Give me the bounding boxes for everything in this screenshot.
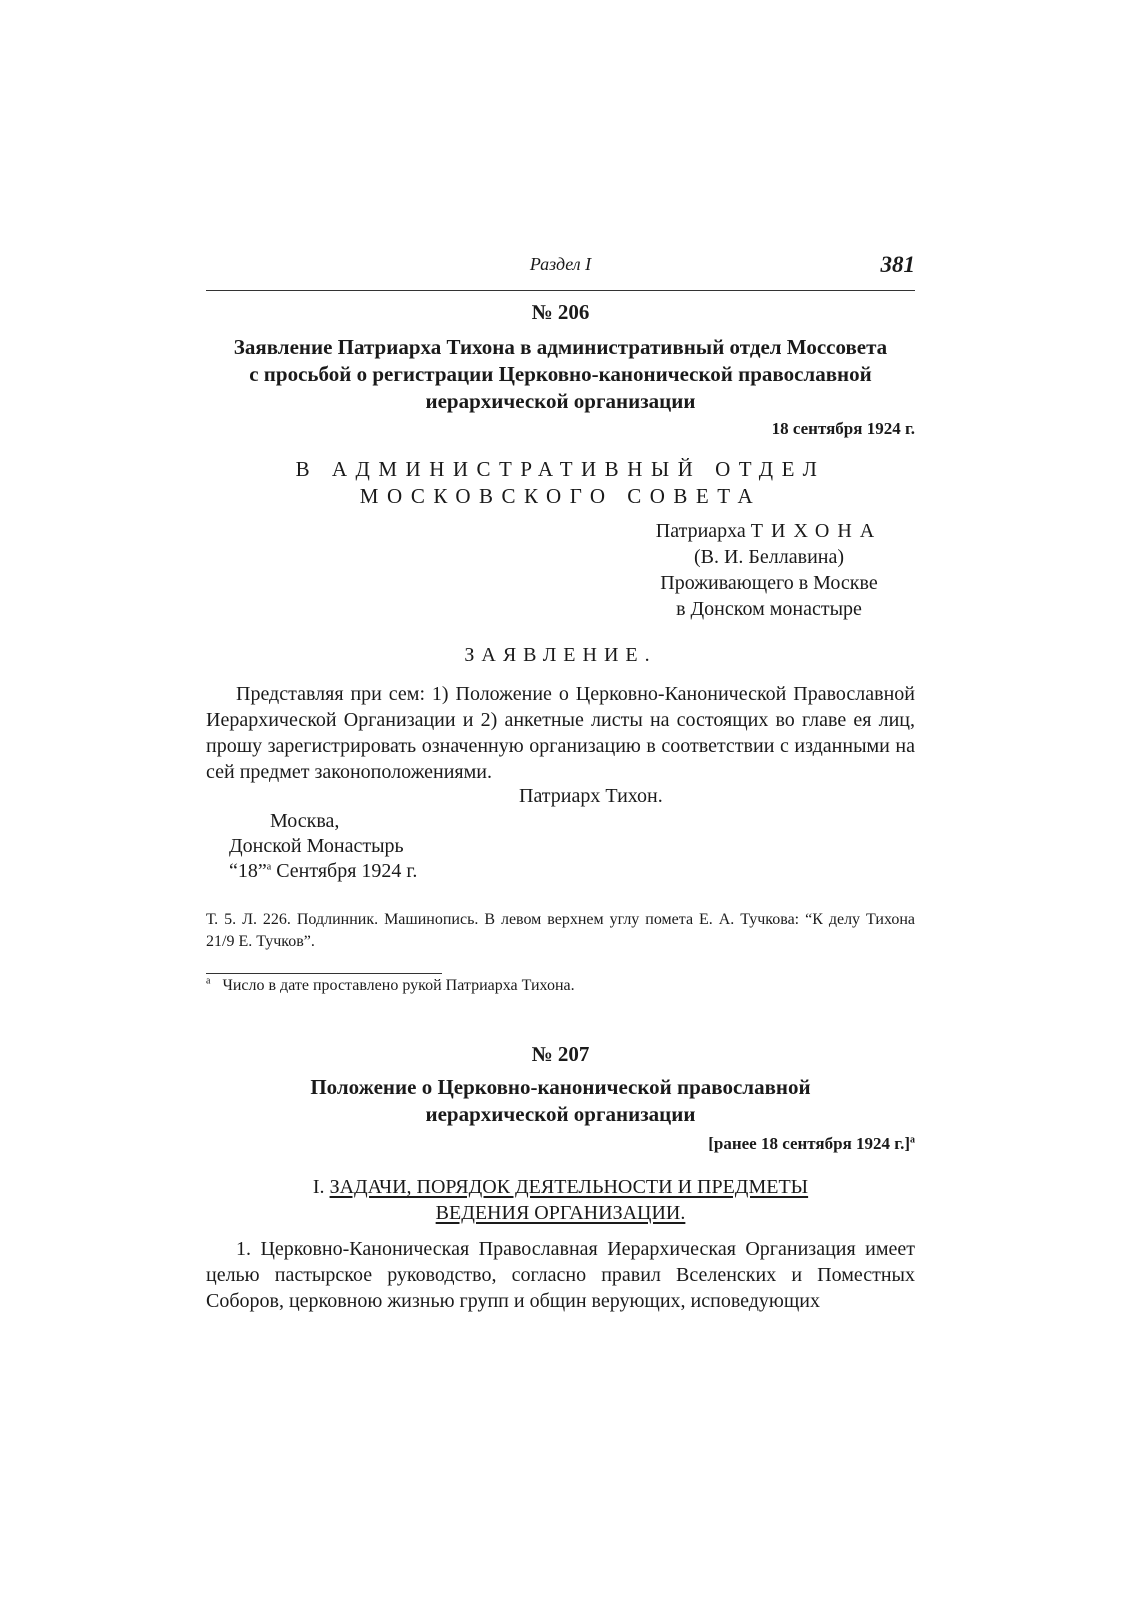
sender-title-prefix: Патриарха <box>655 520 746 542</box>
section-heading-line-2 <box>206 1200 915 1226</box>
place-city: Москва, <box>270 810 340 832</box>
sender-residence: Проживающего в Москве <box>660 572 878 594</box>
doc207-title-line: иерархической организации <box>425 1102 696 1126</box>
statement-body: Представляя при сем: 1) Положение о Церковно-Канонической Православной Иерархической Организации и 2) анкетные листы на состоящих во главе ея лиц, прошу зарегистрировать означенную организацию в соответствии с изданными на сей предмет законоположениями. <box>206 683 915 783</box>
page-number: 381 <box>880 252 915 277</box>
footnote-divider <box>206 973 442 974</box>
paragraph-1: 1. Церковно-Каноническая Православная Иерархическая Организация имеет целью пастырское руководство, согласно правил Вселенских и Поместных Соборов, церковною жизнью групп и общин верующих, исповедующих <box>206 1238 915 1312</box>
addressee-line: МОСКОВСКОГО СОВЕТА <box>359 484 762 508</box>
section-heading-line-1 <box>206 1174 915 1200</box>
document-page <box>206 0 915 1622</box>
addressee-line: В АДМИНИСТРАТИВНЫЙ ОТДЕЛ <box>295 457 826 481</box>
sender-residence-detail: в Донском монастыре <box>676 598 862 620</box>
footnote-mark: a <box>206 975 211 987</box>
doc207-date-text: [ранее 18 сентября 1924 г.] <box>708 1134 910 1153</box>
doc206-date: 18 сентября 1924 г. <box>771 419 915 438</box>
footnote-text: Число в дате проставлено рукой Патриарха Тихона. <box>222 977 575 994</box>
date-day: “18” <box>229 860 267 882</box>
doc206-title <box>206 334 915 415</box>
handwritten-date <box>229 858 417 884</box>
section-label: Раздел I <box>529 254 592 274</box>
doc207-date-footnote-ref: a <box>910 1134 915 1146</box>
doc207-title-line: Положение о Церковно-канонической православной <box>310 1075 811 1099</box>
footnote-ref-a: a <box>266 861 272 873</box>
doc206-title-line: Заявление Патриарха Тихона в административный отдел Моссовета <box>233 335 888 359</box>
statement-heading: ЗАЯВЛЕНИЕ. <box>464 644 657 666</box>
doc207-title <box>206 1074 915 1128</box>
section-heading <box>206 1174 915 1226</box>
sender-name: ТИХОНА <box>750 520 883 542</box>
sender-full-name: (В. И. Беллавина) <box>693 546 845 568</box>
date-rest: Сентября 1924 г. <box>276 860 418 882</box>
place-monastery: Донской Монастырь <box>229 835 404 857</box>
doc206-title-line: иерархической организации <box>425 389 696 413</box>
signature: Патриарх Тихон. <box>519 785 663 807</box>
footnote <box>206 977 915 995</box>
doc206-number: № 206 <box>531 300 590 324</box>
addressee-block <box>206 456 915 510</box>
sender-block <box>634 518 904 622</box>
archival-source-note: Т. 5. Л. 226. Подлинник. Машинопись. В левом верхнем углу помета Е. А. Тучкова: “К делу Тихона 21/9 Е. Тучков”. <box>206 911 915 950</box>
doc206-title-line: с просьбой о регистрации Церковно-канонической православной <box>249 362 872 386</box>
doc207-number: № 207 <box>531 1042 590 1066</box>
section-title-part-2: ВЕДЕНИЯ ОРГАНИЗАЦИИ. <box>435 1202 686 1224</box>
sender-title <box>634 518 904 544</box>
running-header <box>206 252 915 291</box>
doc207-date <box>708 1134 915 1154</box>
section-title-part-1: ЗАДАЧИ, ПОРЯДОК ДЕЯТЕЛЬНОСТИ И ПРЕДМЕТЫ <box>329 1176 809 1198</box>
section-numeral: I. <box>312 1176 325 1198</box>
